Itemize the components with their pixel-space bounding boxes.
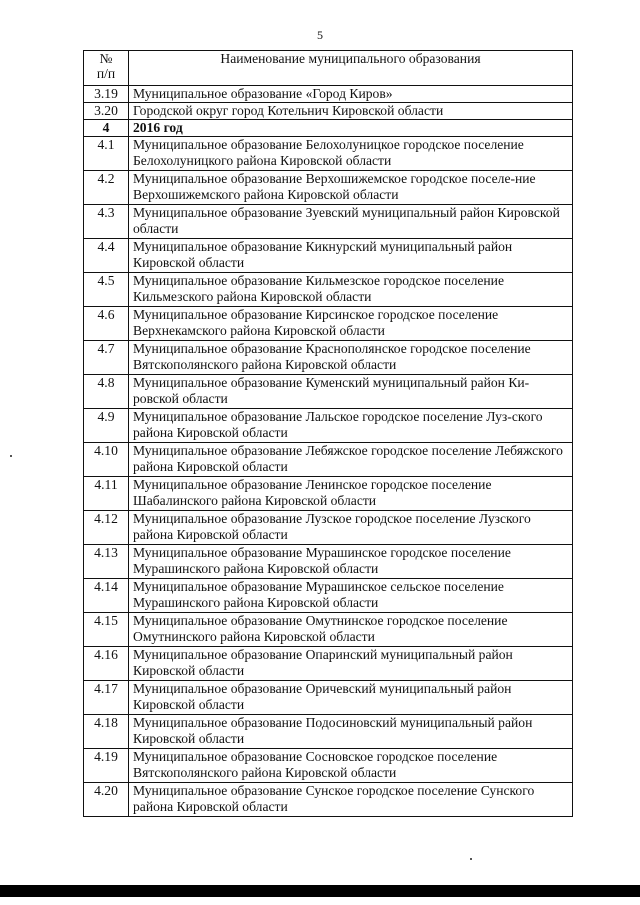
table-row <box>84 783 573 817</box>
row-number: 4.8 <box>84 375 129 409</box>
row-number: 4.15 <box>84 613 129 647</box>
row-number: 4 <box>84 120 129 137</box>
table-row <box>84 171 573 205</box>
header-name-label: Наименование муниципального образования <box>220 51 481 66</box>
table-row <box>84 120 573 137</box>
scan-speck <box>470 858 472 860</box>
row-name: Муниципальное образование Краснополянское городское поселение Вятскополянского района Кировской области <box>129 341 573 375</box>
table-row <box>84 545 573 579</box>
table-row <box>84 103 573 120</box>
table-row <box>84 715 573 749</box>
table-row <box>84 579 573 613</box>
row-name: Муниципальное образование Белохолуницкое городское поселение Белохолуницкого района Кировской области <box>129 137 573 171</box>
row-name: Муниципальное образование Подосиновский муниципальный район Кировской области <box>129 715 573 749</box>
row-number: 4.10 <box>84 443 129 477</box>
row-name: Муниципальное образование Опаринский муниципальный район Кировской области <box>129 647 573 681</box>
row-number: 4.3 <box>84 205 129 239</box>
row-number: 4.1 <box>84 137 129 171</box>
row-name: Муниципальное образование Мурашинское сельское поселение Мурашинского района Кировской области <box>129 579 573 613</box>
row-name: Муниципальное образование Верхошижемское городское поселе-ние Верхошижемского района Кировской области <box>129 171 573 205</box>
row-number: 4.12 <box>84 511 129 545</box>
table-body <box>84 86 573 817</box>
header-number <box>84 51 129 86</box>
municipalities-table <box>83 50 573 817</box>
row-name: Муниципальное образование Лузское городское поселение Лузского района Кировской области <box>129 511 573 545</box>
row-number: 4.13 <box>84 545 129 579</box>
table-row <box>84 239 573 273</box>
table-row <box>84 749 573 783</box>
header-name <box>129 51 573 86</box>
page-number: 5 <box>317 28 323 42</box>
row-number: 4.18 <box>84 715 129 749</box>
table-row <box>84 375 573 409</box>
table-row <box>84 681 573 715</box>
table-row <box>84 341 573 375</box>
row-name: Муниципальное образование Сосновское городское поселение Вятскополянского района Кировской области <box>129 749 573 783</box>
row-name: Муниципальное образование Ленинское городское поселение Шабалинского района Кировской области <box>129 477 573 511</box>
table-row <box>84 409 573 443</box>
table-row <box>84 511 573 545</box>
table-header-row <box>84 51 573 86</box>
row-name: Муниципальное образование Зуевский муниципальный район Кировской области <box>129 205 573 239</box>
row-number: 4.16 <box>84 647 129 681</box>
row-name: Муниципальное образование Лальское городское поселение Луз-ского района Кировской области <box>129 409 573 443</box>
table-row <box>84 205 573 239</box>
row-name: Муниципальное образование Оричевский муниципальный район Кировской области <box>129 681 573 715</box>
table-row <box>84 443 573 477</box>
scan-border <box>0 885 640 897</box>
row-name: Муниципальное образование Куменский муниципальный район Ки-ровской области <box>129 375 573 409</box>
row-name: Муниципальное образование Кирсинское городское поселение Верхнекамского района Кировской области <box>129 307 573 341</box>
row-number: 3.19 <box>84 86 129 103</box>
row-number: 4.5 <box>84 273 129 307</box>
row-number: 4.17 <box>84 681 129 715</box>
row-name: Муниципальное образование Омутнинское городское поселение Омутнинского района Кировской области <box>129 613 573 647</box>
header-number-label: № п/п <box>96 51 116 81</box>
row-number: 4.11 <box>84 477 129 511</box>
row-number: 4.20 <box>84 783 129 817</box>
table-row <box>84 137 573 171</box>
table-row <box>84 307 573 341</box>
row-name: Городской округ город Котельнич Кировской области <box>129 103 573 120</box>
table-row <box>84 477 573 511</box>
row-name: Муниципальное образование Сунское городское поселение Сунского района Кировской области <box>129 783 573 817</box>
row-number: 4.19 <box>84 749 129 783</box>
scan-speck <box>10 455 12 457</box>
row-number: 3.20 <box>84 103 129 120</box>
table-row <box>84 273 573 307</box>
row-name: Муниципальное образование «Город Киров» <box>129 86 573 103</box>
table-row <box>84 613 573 647</box>
row-number: 4.2 <box>84 171 129 205</box>
row-number: 4.9 <box>84 409 129 443</box>
row-name: Муниципальное образование Кильмезское городское поселение Кильмезского района Кировской области <box>129 273 573 307</box>
row-number: 4.4 <box>84 239 129 273</box>
table-row <box>84 86 573 103</box>
row-name: Муниципальное образование Кикнурский муниципальный район Кировской области <box>129 239 573 273</box>
row-name: Муниципальное образование Лебяжское городское поселение Лебяжского района Кировской области <box>129 443 573 477</box>
row-number: 4.14 <box>84 579 129 613</box>
row-number: 4.6 <box>84 307 129 341</box>
row-name: Муниципальное образование Мурашинское городское поселение Мурашинского района Кировской области <box>129 545 573 579</box>
row-number: 4.7 <box>84 341 129 375</box>
table-row <box>84 647 573 681</box>
row-name: 2016 год <box>129 120 573 137</box>
